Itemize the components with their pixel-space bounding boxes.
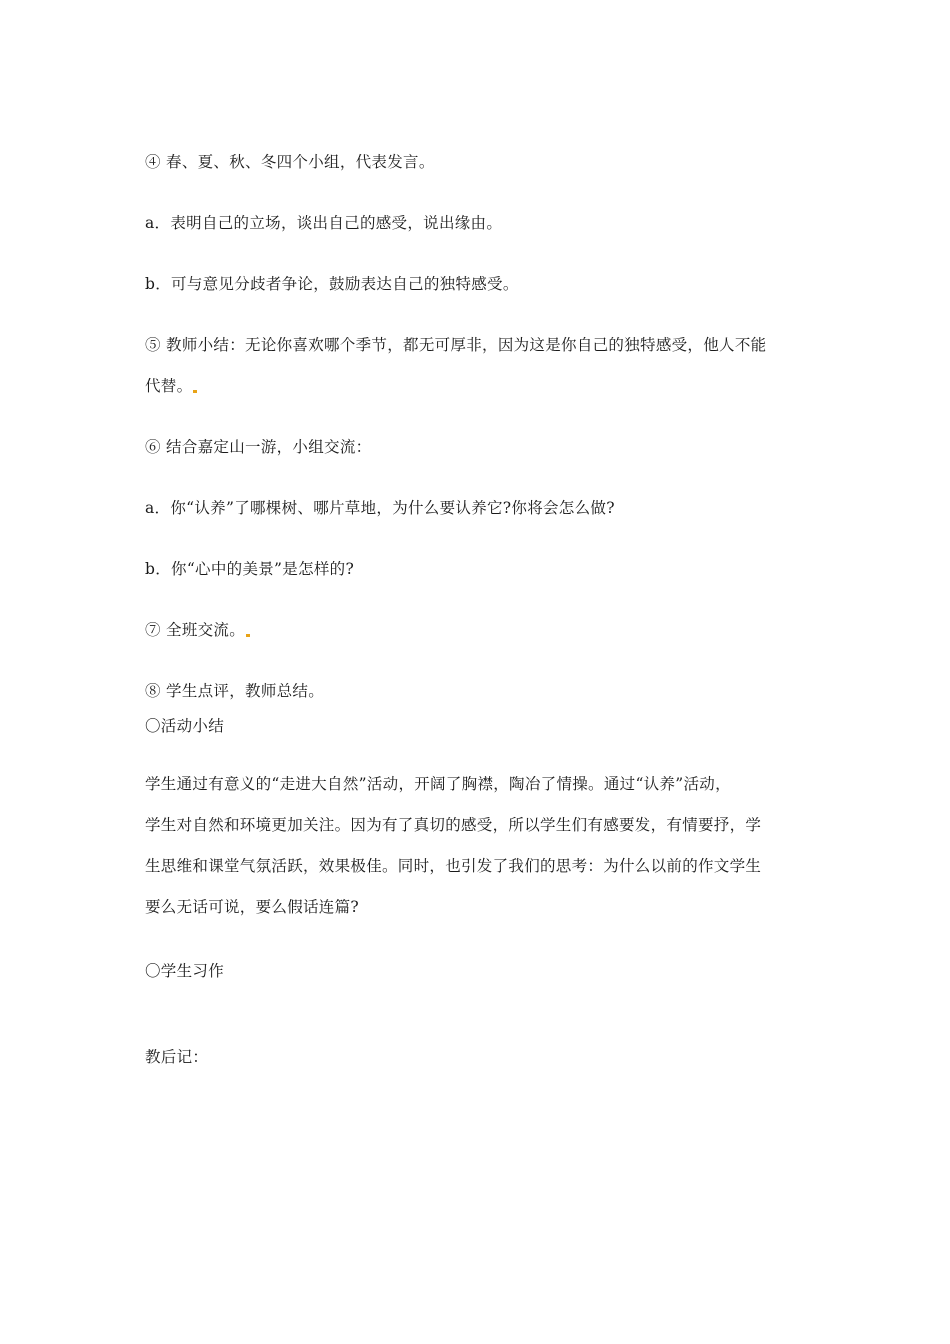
- step-5-line-2: [145, 376, 810, 396]
- step-4: [145, 152, 810, 172]
- section-student-writing: [145, 961, 810, 981]
- step-6b-text: b．你“心中的美景”是怎样的?: [145, 560, 355, 578]
- step-5-text-1: ⑤ 教师小结：无论你喜欢哪个季节，都无可厚非，因为这是你自己的独特感受，他人不能: [145, 336, 767, 354]
- step-6b: [145, 559, 810, 579]
- summary-line: 要么无话可说，要么假话连篇?: [145, 898, 360, 916]
- step-4-text: ④ 春、夏、秋、冬四个小组，代表发言。: [145, 153, 435, 171]
- summary-line: 学生通过有意义的“走进大自然”活动，开阔了胸襟，陶冶了情操。通过“认养”活动，: [145, 775, 731, 793]
- postscript: [145, 1047, 810, 1067]
- step-6a-text: a．你“认养”了哪棵树、哪片草地，为什么要认养它?你将会怎么做?: [145, 499, 615, 517]
- step-4b-text: b．可与意见分歧者争论，鼓励表达自己的独特感受。: [145, 275, 519, 293]
- step-6a: [145, 498, 810, 518]
- step-8-text: ⑧ 学生点评，教师总结。: [145, 682, 325, 700]
- section-activity-summary: [145, 716, 810, 736]
- summary-line: 生思维和课堂气氛活跃，效果极佳。同时，也引发了我们的思考：为什么以前的作文学生: [145, 857, 762, 875]
- edit-mark-icon: [246, 634, 250, 637]
- summary-paragraph: [145, 764, 810, 928]
- step-7: [145, 620, 810, 640]
- step-7-text: ⑦ 全班交流。: [145, 621, 246, 639]
- step-4a-text: a．表明自己的立场，谈出自己的感受，说出缘由。: [145, 214, 503, 232]
- postscript-label: 教后记：: [145, 1048, 209, 1066]
- step-6-text: ⑥ 结合嘉定山一游，小组交流：: [145, 438, 372, 456]
- step-6: [145, 437, 810, 457]
- step-5-text-2: 代替。: [145, 377, 193, 395]
- step-4b: [145, 274, 810, 294]
- section-activity-summary-heading: 〇活动小结: [145, 717, 225, 735]
- summary-line: 学生对自然和环境更加关注。因为有了真切的感受，所以学生们有感要发，有情要抒，学: [145, 816, 762, 834]
- step-8: [145, 681, 810, 701]
- step-5-line-1: [145, 335, 810, 355]
- section-student-writing-heading: 〇学生习作: [145, 962, 225, 980]
- edit-mark-icon: [193, 390, 197, 393]
- step-4a: [145, 213, 810, 233]
